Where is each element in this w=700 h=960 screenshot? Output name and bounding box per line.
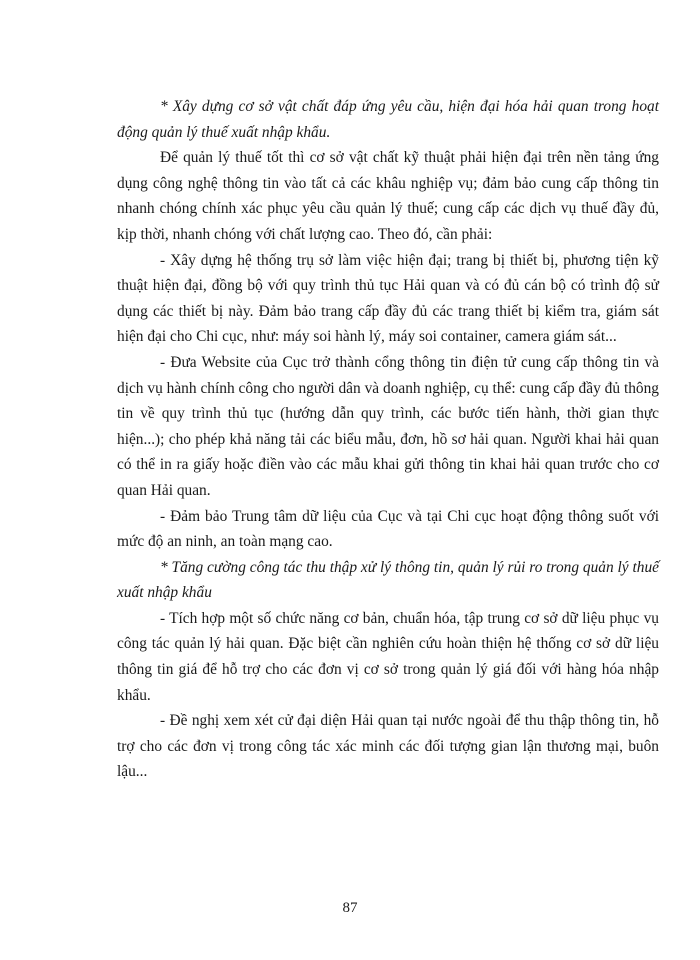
list-item-data-center: - Đảm bảo Trung tâm dữ liệu của Cục và tại Chi cục hoạt động thông suốt với mức độ an ninh, an toàn mạng cao.: [117, 507, 659, 551]
list-item-overseas-representative: - Đề nghị xem xét cử đại diện Hải quan tại nước ngoài để thu thập thông tin, hỗ trợ cho các đơn vị trong công tác xác minh các đối tượng gian lận thương mại, buôn lậu...: [117, 712, 659, 781]
list-item-website-portal: - Đưa Website của Cục trở thành cổng thông tin điện tử cung cấp thông tin và dịch vụ hành chính công cho người dân và doanh nghiệp, cụ thể: cung cấp đầy đủ thông tin về quy trình thủ tục (hướng dẫn quy trình, các bước tiến hành, thời gian thực hiện...); cho phép khả năng tải các biểu mẫu, đơn, hồ sơ hải quan. Người khai hải quan có thể in ra giấy hoặc điền vào các mẫu khai gửi thông tin khai hải quan trước cho cơ quan Hải quan.: [117, 353, 659, 499]
section-heading-infrastructure: * Xây dựng cơ sở vật chất đáp ứng yêu cầu, hiện đại hóa hải quan trong hoạt động quản lý thuế xuất nhập khẩu.: [117, 98, 659, 141]
list-item-database-integration: - Tích hợp một số chức năng cơ bản, chuẩn hóa, tập trung cơ sở dữ liệu phục vụ công tác quản lý hải quan. Đặc biệt cần nghiên cứu hoàn thiện hệ thống cơ sở dữ liệu thông tin giá để hỗ trợ cho các đơn vị cơ sở trong quản lý giá đối với hàng hóa nhập khẩu.: [117, 609, 659, 704]
list-item-office-system: - Xây dựng hệ thống trụ sở làm việc hiện đại; trang bị thiết bị, phương tiện kỹ thuật hiện đại, đồng bộ với quy trình thủ tục Hải quan và có đủ cán bộ có trình độ sử dụng các thiết bị này. Đảm bảo trang cấp đầy đủ các trang thiết bị kiểm tra, giám sát hiện đại cho Chi cục, như: máy soi hành lý, máy soi container, camera giám sát...: [117, 251, 659, 346]
paragraph-infrastructure-intro: Để quản lý thuế tốt thì cơ sở vật chất kỹ thuật phải hiện đại trên nền tảng ứng dụng công nghệ thông tin vào tất cả các khâu nghiệp vụ; đảm bảo cung cấp thông tin nhanh chóng chính xác phục yêu cầu quản lý thuế; cung cấp các dịch vụ thuế đầy đủ, kịp thời, nhanh chóng với chất lượng cao. Theo đó, cần phải:: [117, 149, 659, 243]
document-body: [117, 94, 659, 785]
page-number: 87: [342, 900, 358, 916]
section-heading-information-risk: * Tăng cường công tác thu thập xử lý thông tin, quản lý rủi ro trong quản lý thuế xuất nhập khẩu: [117, 558, 659, 602]
